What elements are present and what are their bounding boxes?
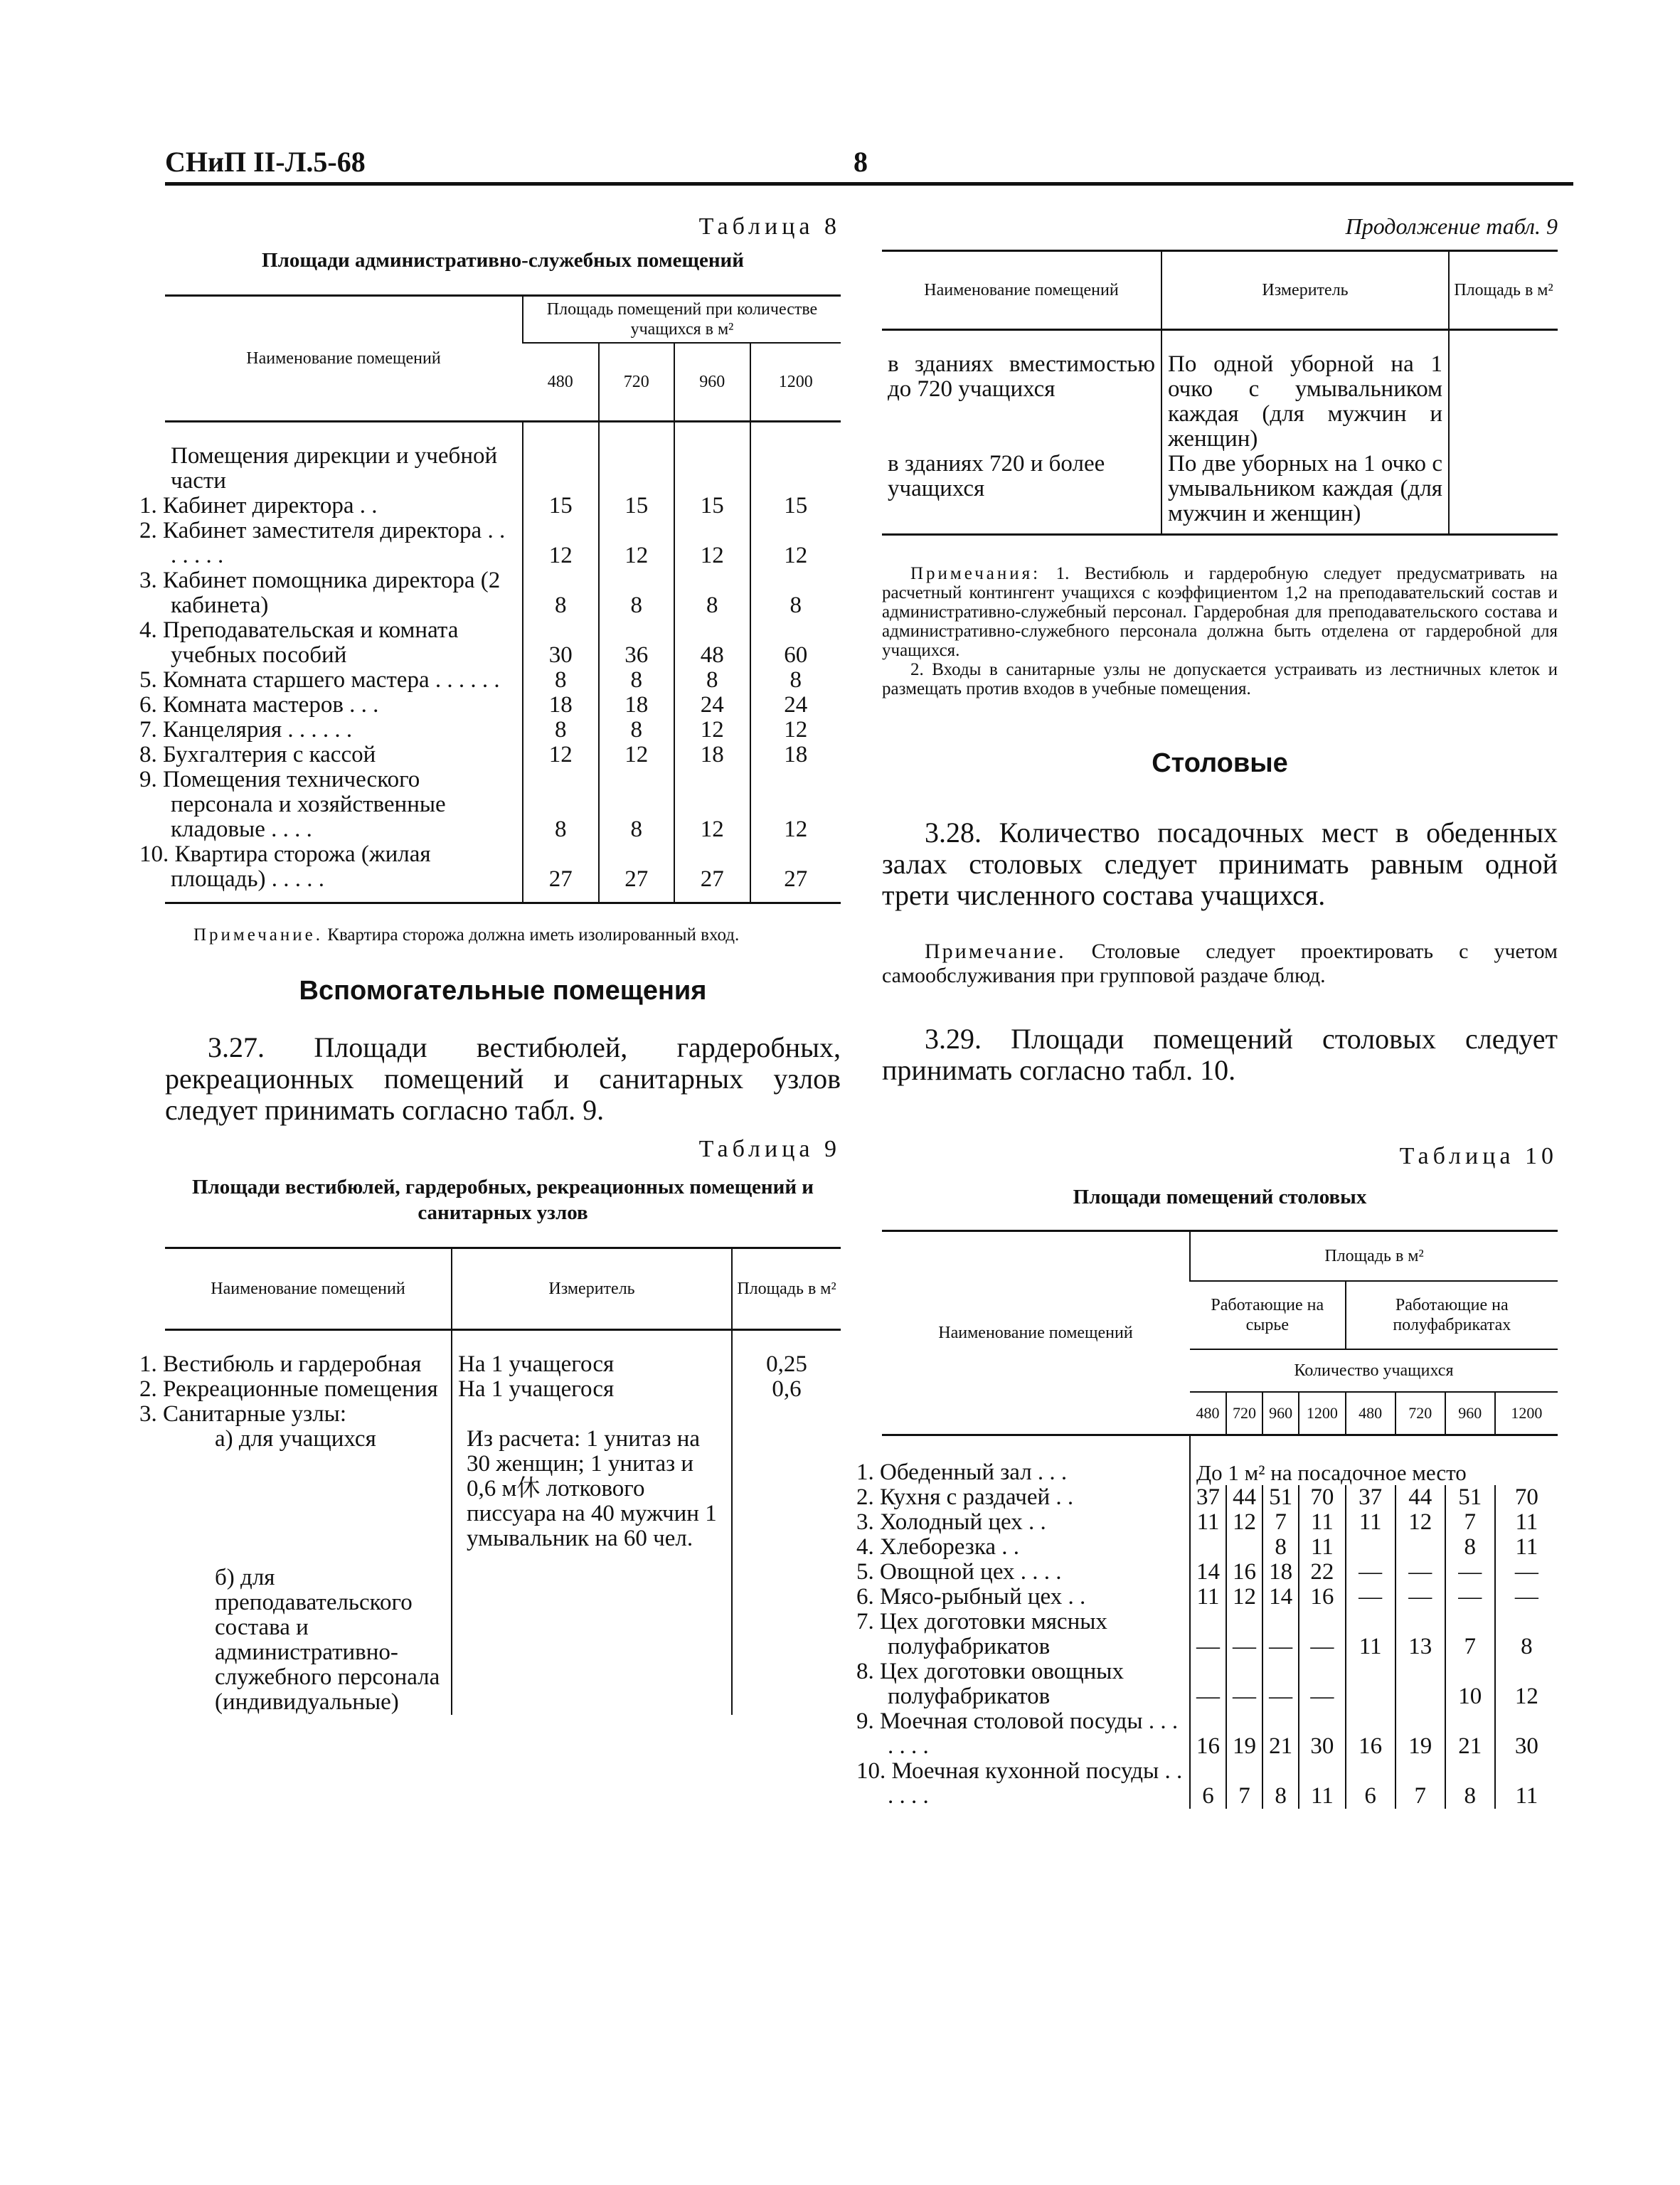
table-row: 3. Кабинет помощника директора (2 кабинета) 8 8 8 8 [165, 568, 841, 618]
table-row: в зданиях вместимостью до 720 учащихся По одной уборной на 1 очко с умывальником каждая (для мужчин и женщин) [882, 330, 1558, 452]
table9c-notes: Примечания: 1. Вестибюль и гардеробную следует предусматривать на расчетный контингент учащихся с коэффициентом 1,2 на преподавательский состав и административно-служебный персонал. Гардеробная для преподавательского состава и административно-служебного персонала должна быть отделена от гардеробной для учащихся. [882, 564, 1558, 660]
table-row: 1. Обеденный зал . . . До 1 м² на посадочное место [882, 1435, 1558, 1486]
table10-title: Площади помещений столовых [1073, 1186, 1367, 1208]
table10-head-name: Наименование помещений [938, 1324, 1133, 1342]
table9-head-name: Наименование помещений [211, 1280, 405, 1298]
table8-note: Примечание. Квартира сторожа должна иметь изолированный вход. [193, 925, 740, 945]
table10-head-area: Площадь в м² [1190, 1231, 1558, 1282]
table-row: 9. Помещения технического персонала и хозяйственные кладовые . . . . 8 8 12 12 [165, 767, 841, 842]
table-row: 3. Холодный цех . . 11 12 7 11 11 12 7 11 [882, 1510, 1558, 1535]
table-row: 8. Бухгалтерия с кассой 12 12 18 18 [165, 743, 841, 767]
table-row: 5. Овощной цех . . . . 14 16 18 22 — — — — [882, 1560, 1558, 1585]
table9-caption: Таблица 9 [698, 1136, 841, 1162]
document-code: СНиП II-Л.5-68 [165, 146, 366, 178]
table9c-head-meas: Измеритель [1161, 251, 1449, 330]
table-row: 4. Преподавательская и комната учебных пособий 30 36 48 60 [165, 618, 841, 668]
table9c-caption: Продолжение табл. 9 [1345, 213, 1558, 239]
table-row: 8. Цех доготовки овощных полуфабрикатов — — — — 10 12 [882, 1659, 1558, 1709]
table9-head-area: Площадь в м² [732, 1248, 841, 1330]
table-row: 3. Санитарные узлы: [165, 1402, 841, 1427]
table9-title: Площади вестибюлей, гардеробных, рекреационных помещений и санитарных узлов [191, 1176, 814, 1224]
table-row: 1. Кабинет директора . . 15 15 15 15 [165, 494, 841, 519]
table-row: 6. Мясо-рыбный цех . . 11 12 14 16 — — — — [882, 1585, 1558, 1610]
table8-head-name: Наименование помещений [246, 349, 441, 368]
table9c-head-area: Площадь в м² [1449, 251, 1558, 330]
table9-continued [882, 250, 1558, 536]
table-row: 2. Кухня с раздачей . . 37 44 51 70 37 44 51 70 [882, 1485, 1558, 1510]
table-row: 1. Вестибюль и гардеробная На 1 учащегося 0,25 [165, 1330, 841, 1378]
table-row: 9. Моечная столовой посуды . . . . . . . 16 19 21 30 16 19 21 30 [882, 1709, 1558, 1759]
section-auxiliary-title: Вспомогательные помещения [299, 976, 707, 1006]
table8-head-area: Площадь помещений при количестве учащихся в м² [523, 296, 841, 344]
table8-col-1200: 1200 [750, 343, 841, 422]
table8-title: Площади административно-служебных помещений [262, 249, 744, 272]
table-row: 10. Квартира сторожа (жилая площадь) . . . . . 27 27 27 27 [165, 842, 841, 903]
paragraph-3-28-note: Примечание. Столовые следует проектировать с учетом самообслуживания при групповой раздаче блюд. [882, 940, 1558, 987]
table8 [139, 294, 841, 904]
table-row: 10. Моечная кухонной посуды . . . . . . 6 7 8 11 6 7 8 11 [882, 1759, 1558, 1809]
table-row: 5. Комната старшего мастера . . . . . . 8 8 8 8 [165, 668, 841, 693]
table9c-head-name: Наименование помещений [924, 281, 1119, 299]
table10-head-raw: Работающие на сырье [1190, 1281, 1346, 1349]
table-row: в зданиях 720 и более учащихся По две уборных на 1 очко с умывальником каждая (для мужчин и женщин) [882, 452, 1558, 535]
table-row: 2. Рекреационные помещения На 1 учащегося 0,6 [165, 1377, 841, 1402]
table-row: б) для преподавательского состава и административно-служебного персонала (индивидуальные) [165, 1551, 841, 1715]
table8-caption: Таблица 8 [698, 213, 841, 240]
table9 [139, 1247, 841, 1715]
table-row: 6. Комната мастеров . . . 18 18 24 24 [165, 693, 841, 718]
table10-head-count: Количество учащихся [1190, 1349, 1558, 1392]
page-header [165, 139, 1573, 186]
table8-col-960: 960 [674, 343, 750, 422]
table-row: 4. Хлеборезка . . 8 11 8 11 [882, 1535, 1558, 1560]
table-row: 2. Кабинет заместителя директора . . . . . . . 12 12 12 12 [165, 519, 841, 568]
right-column [856, 213, 1558, 1809]
table8-group: Помещения дирекции и учебной части [171, 443, 498, 494]
table8-col-720: 720 [599, 343, 675, 422]
table8-col-480: 480 [547, 373, 573, 391]
table10-caption: Таблица 10 [1399, 1143, 1558, 1169]
table-row: 7. Цех доготовки мясных полуфабрикатов — — — — 11 13 7 8 [882, 1610, 1558, 1659]
page-number: 8 [854, 146, 868, 178]
left-column [139, 213, 841, 1715]
table-row: а) для учащихся Из расчета: 1 унитаз на 30 женщин; 1 унитаз и 0,6 м休 лоткового писсуара на 40 мужчин 1 умывальник на 60 чел. [165, 1427, 841, 1551]
table9c-note2: 2. Входы в санитарные узлы не допускается устраивать из лестничных клеток и размещать против входов в учебные помещения. [882, 660, 1558, 698]
paragraph-3-28: 3.28. Количество посадочных мест в обеденных залах столовых следует принимать равным одной трети численного состава учащихся. [882, 817, 1558, 911]
paragraph-3-27: 3.27. Площади вестибюлей, гардеробных, рекреационных помещений и санитарных узлов следует принимать согласно табл. 9. [165, 1031, 841, 1126]
table10: Наименование помещений Площадь в м² Работающие на сырье Работающие на полуфабрикатах Количество учащихся 480 720 960 1200 480 720 960 1200 1. Обеденный зал . . . До 1 м² на посадочное место 2. Кухня с раздачей . . 37 44 51 70 37 44 51 70 3. Холодный цех . . 11 12 7 11 11 12 7 11 4. Хлеборезка . . 8 11 8 11 5. Овощной цех . . . . 14 16 18 22 — — — — 6. Мясо-рыбный цех . . 11 12 14 16 — — — — 7. Цех доготовки мясных полуфабрикатов — — — — 11 13 7 8 8. Цех доготовки овощных полуфабрикатов — — — — 10 12 9. Моечная столовой посуды . . . . . . . 16 19 21 30 16 19 21 30 10. Моечная кухонной посуды . . . . . . 6 7 8 11 6 7 8 11 [882, 1230, 1558, 1809]
table10-head-semi: Работающие на полуфабрикатах [1346, 1281, 1558, 1349]
section-canteens-title: Столовые [1152, 748, 1288, 778]
paragraph-3-29: 3.29. Площади помещений столовых следует принимать согласно табл. 10. [882, 1023, 1558, 1086]
table-row: 7. Канцелярия . . . . . . 8 8 12 12 [165, 718, 841, 743]
table9-head-meas: Измеритель [452, 1248, 732, 1330]
